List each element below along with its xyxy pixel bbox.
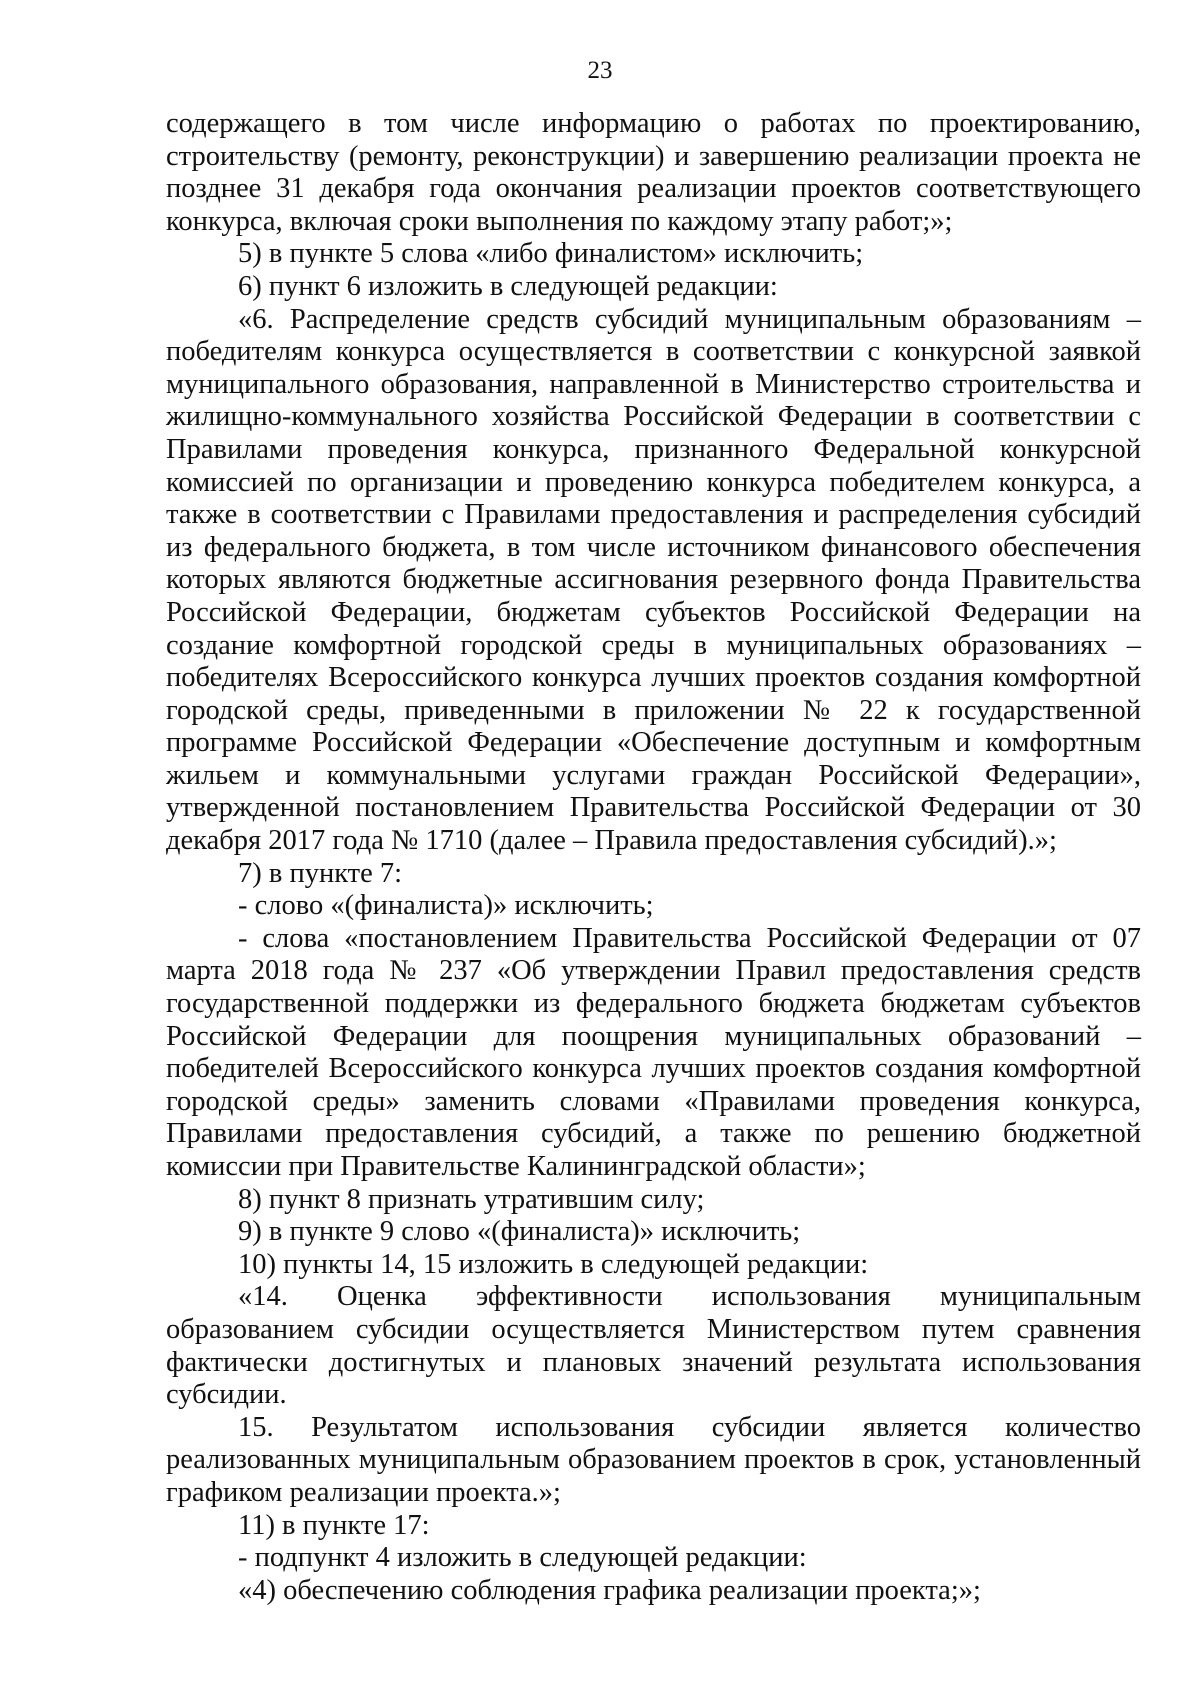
paragraph-item-10: 10) пункты 14, 15 изложить в следующей редакции: [238,1248,869,1280]
paragraph-item-11: 11) в пункте 17: [238,1509,430,1541]
paragraph-item-7-bullet-1: - слово «(финалиста)» исключить; [238,890,654,922]
paragraph-continuation: содержащего в том числе информацию о работах по проектированию, строительству (ремонту, реконструкции) и завершению реализации проекта не позднее 31 декабря года окончания реализации проектов соответствующего конкурса, включая сроки выполнения по каждому этапу работ;»; [166,108,1141,237]
paragraph-item-7: 7) в пункте 7: [238,857,403,889]
page-number: 23 [587,57,613,84]
paragraph-item-6: 6) пункт 6 изложить в следующей редакции: [238,270,778,302]
document-body [166,108,1141,1607]
paragraph-item-5: 5) в пункте 5 слова «либо финалистом» исключить; [238,238,864,270]
paragraph-item-7-bullet-2: - слова «постановлением Правительства Российской Федерации от 07 марта 2018 года № 237 «Об утверждении Правил предоставления средств государственной поддержки из федерального бюджета бюджетам субъектов Российской Федерации для поощрения муниципальных образований – победителей Всероссийского конкурса лучших проектов создания комфортной городской среды» заменить словами «Правилами проведения конкурса, Правилами предоставления субсидий, а также по решению бюджетной комиссии при Правительстве Калининградской области»; [166,922,1141,1182]
paragraph-item-9: 9) в пункте 9 слово «(финалиста)» исключить; [238,1216,801,1248]
paragraph-point-15-text: 15. Результатом использования субсидии является количество реализованных муниципальным образованием проектов в срок, установленный графиком реализации проекта.»; [166,1411,1141,1508]
paragraph-item-8: 8) пункт 8 признать утратившим силу; [238,1183,705,1215]
paragraph-item-11-bullet-1: - подпункт 4 изложить в следующей редакции: [238,1542,807,1574]
paragraph-point-6-text: «6. Распределение средств субсидий муниципальным образованиям – победителям конкурса осуществляется в соответствии с конкурсной заявкой муниципального образования, направленной в Министерство строительства и жилищно-коммунального хозяйства Российской Федерации в соответствии с Правилами проведения конкурса, признанного Федеральной конкурсной комиссией по организации и проведению конкурса победителем конкурса, а также в соответствии с Правилами предоставления и распределения субсидий из федерального бюджета, в том числе источником финансового обеспечения которых являются бюджетные ассигнования резервного фонда Правительства Российской Федерации, бюджетам субъектов Российской Федерации на создание комфортной городской среды в муниципальных образованиях – победителях Всероссийского конкурса лучших проектов создания комфортной городской среды, приведенными в приложении № 22 к государственной программе Российской Федерации «Обеспечение доступным и комфортным жильем и коммунальными услугами граждан Российской Федерации», утвержденной постановлением Правительства Российской Федерации от 30 декабря 2017 года № 1710 (далее – Правила предоставления субсидий).»; [166,303,1141,857]
paragraph-subpoint-4-text: «4) обеспечению соблюдения графика реализации проекта;»; [238,1574,981,1606]
paragraph-point-14-text: «14. Оценка эффективности использования муниципальным образованием субсидии осуществляется Министерством путем сравнения фактически достигнутых и плановых значений результата использования субсидии. [166,1281,1141,1411]
